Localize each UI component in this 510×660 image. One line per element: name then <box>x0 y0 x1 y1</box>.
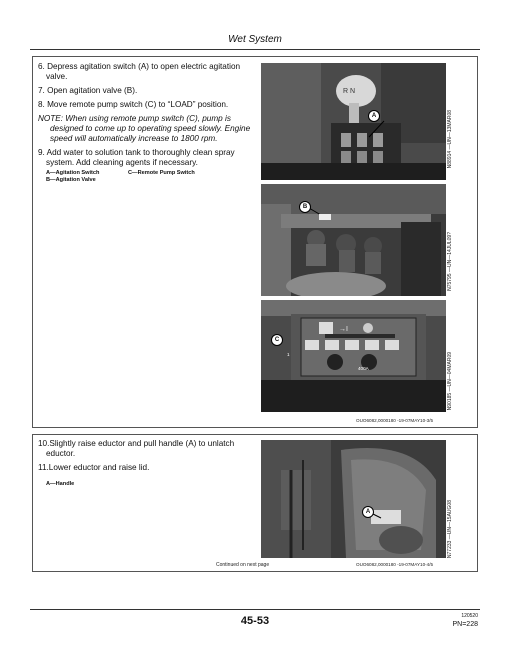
page-header-title: Wet System <box>228 34 282 45</box>
footer-pn: PN=228 <box>452 621 478 628</box>
step-6: 6. Depress agitation switch (A) to open electric agitation <box>38 62 241 71</box>
photo-1-id: N88914 —UN—13MAR08 <box>447 110 453 169</box>
photo-3-label-1: 1 <box>287 352 290 357</box>
step-7: 7. Open agitation valve (B). <box>38 86 138 95</box>
footer-rule <box>30 609 480 610</box>
legend-a: A—Agitation Switch <box>46 170 100 176</box>
page-number: 45-53 <box>240 615 270 627</box>
step-8: 8. Move remote pump switch (C) to “LOAD” position. <box>38 100 229 109</box>
svg-text:→I: →I <box>339 326 348 333</box>
step-9-cont: system. Add cleaning agents if necessary. <box>46 158 198 167</box>
note-line-2: designed to come up to operating speed slowly. Engine <box>50 124 251 133</box>
section-2-ref: OUO6082,0000180 -19-07MAY10-4/5 <box>356 562 434 567</box>
callout-a-switch: A <box>368 110 380 122</box>
photo-4-illustration <box>261 440 446 558</box>
photo-eductor-handle <box>261 440 446 558</box>
note-line-3: speed will automatically increase to 1800 rpm. <box>50 134 218 143</box>
step-10: 10.Slightly raise eductor and pull handle (A) to unlatch <box>38 439 235 448</box>
legend-c: C—Remote Pump Switch <box>128 170 195 176</box>
step-10-cont: eductor. <box>46 449 76 458</box>
photo-2-id: N75795 —UN—14JUL09? <box>447 232 453 291</box>
legend-handle: A—Handle <box>46 481 75 487</box>
photo-agitation-valve <box>261 184 446 296</box>
section-1-ref: OUO6082,0000180 -19-07MAY10-3/5 <box>356 418 434 423</box>
callout-b-valve: B <box>299 201 311 213</box>
svg-text:R N: R N <box>343 88 356 95</box>
continued-note: Continued on next page <box>216 562 270 568</box>
photo-3-id: N90185 —UN—04MAR09 <box>447 352 453 411</box>
photo-agitation-switch <box>261 63 446 180</box>
photo-4-id: N77233 —UN—15AUG08 <box>447 500 453 559</box>
photo-2-illustration <box>261 184 446 296</box>
legend-b: B—Agitation Valve <box>46 177 96 183</box>
photo-3-label-400a: 400A <box>358 366 369 371</box>
step-6-cont: valve. <box>46 72 68 81</box>
footer-code: 120520 <box>461 613 478 619</box>
callout-a-handle: A <box>362 506 374 518</box>
step-11: 11.Lower eductor and raise lid. <box>38 463 150 472</box>
step-9: 9. Add water to solution tank to thoroughly clean spray <box>38 148 235 157</box>
note-line-1: NOTE: When using remote pump switch (C), pump is <box>38 114 231 123</box>
header-rule <box>30 49 480 50</box>
callout-c-pump-switch: C <box>271 334 283 346</box>
photo-1-illustration <box>261 63 446 180</box>
